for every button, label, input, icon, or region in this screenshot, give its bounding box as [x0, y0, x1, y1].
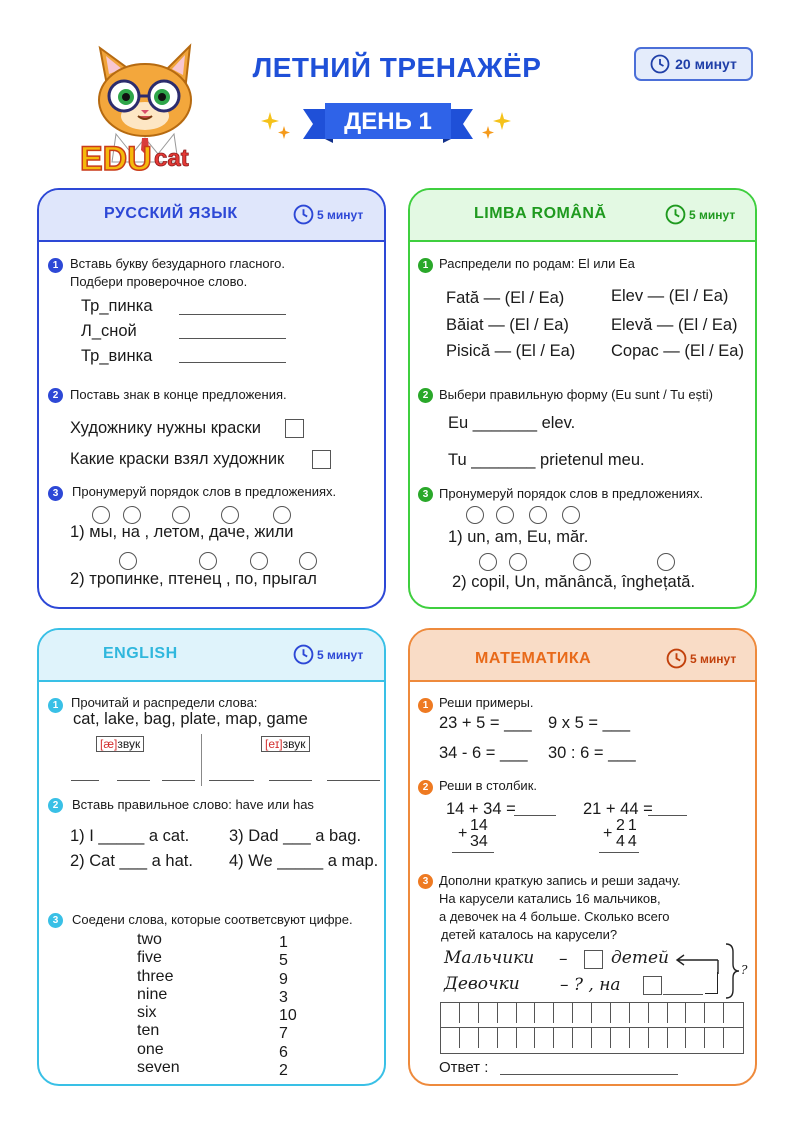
sparkle-icon	[260, 110, 292, 140]
answer-line[interactable]	[179, 362, 286, 363]
sentence: 1) I _____ a cat.	[70, 827, 190, 845]
match-word[interactable]: seven	[137, 1059, 180, 1077]
grid-row	[441, 1028, 743, 1053]
match-number[interactable]: 5	[279, 952, 288, 970]
english-panel	[37, 628, 386, 1086]
word: Elev — (El / Ea)	[611, 287, 729, 305]
order-circle[interactable]	[509, 553, 527, 571]
number-column	[279, 934, 297, 1080]
equation: 23 + 5 = ___	[439, 714, 532, 732]
english-time	[293, 644, 363, 665]
math-time-label: 5 минут	[690, 651, 737, 666]
sentence: 2) Cat ___ a hat.	[70, 852, 193, 870]
task-text: Поставь знак в конце предложения.	[70, 387, 287, 402]
problem-text: детей каталось на карусели?	[441, 927, 618, 942]
column-divider	[201, 734, 202, 786]
match-number[interactable]: 10	[279, 1007, 297, 1025]
task-number: 2	[48, 388, 63, 403]
day-label: ДЕНЬ 1	[344, 108, 432, 135]
bracket-line	[705, 972, 718, 994]
sentence: 1) мы, на , летом, даче, жили	[70, 523, 294, 541]
word: Copac — (El / Ea)	[611, 342, 744, 360]
task-text: Подбери проверочное слово.	[70, 274, 248, 289]
sparkle-icon	[480, 110, 512, 140]
russian-time-label: 5 минут	[317, 207, 364, 222]
sentence: 3) Dad ___ a bag.	[229, 827, 362, 845]
word: Тр_винка	[81, 347, 153, 365]
match-number[interactable]: 7	[279, 1025, 288, 1043]
order-circle[interactable]	[119, 552, 137, 570]
match-word[interactable]: ten	[137, 1022, 160, 1040]
sentence: Какие краски взял художник	[70, 450, 285, 468]
answer-line[interactable]	[648, 815, 687, 816]
equation: 30 : 6 = ___	[548, 744, 636, 762]
order-circle[interactable]	[250, 552, 268, 570]
math-panel	[408, 628, 757, 1086]
order-circle[interactable]	[92, 506, 110, 524]
word: Pisică — (El / Ea)	[446, 342, 576, 360]
total-time-badge	[634, 47, 753, 81]
addend: 14	[470, 817, 488, 834]
order-circle[interactable]	[562, 506, 580, 524]
answer-line[interactable]	[514, 815, 556, 816]
match-word[interactable]: one	[137, 1040, 164, 1058]
task-text: Соедени слова, которые соответсвуют цифре.	[72, 912, 353, 927]
task-number: 3	[48, 913, 63, 928]
task-number: 3	[418, 874, 433, 889]
sentence: Художнику нужны краски	[70, 419, 261, 437]
logo	[78, 42, 213, 176]
answer-box[interactable]	[285, 419, 304, 438]
task-text: Пронумеруй порядок слов в предложениях.	[72, 484, 337, 499]
match-word[interactable]: two	[137, 931, 162, 948]
order-circle[interactable]	[479, 553, 497, 571]
sound-symbol: [eɪ]	[265, 737, 283, 751]
match-number[interactable]: 9	[279, 970, 288, 988]
clock-icon	[650, 54, 670, 74]
sound-label: звук	[282, 737, 306, 751]
equation: 9 x 5 = ___	[548, 714, 631, 732]
answer-grid[interactable]	[440, 1002, 744, 1054]
answer-line[interactable]	[269, 780, 312, 781]
svg-text:EDU: EDU	[80, 140, 152, 176]
match-number[interactable]: 1	[279, 934, 288, 951]
sentence: 2) тропинке, птенец , по, прыгал	[70, 570, 317, 588]
svg-text:cat: cat	[154, 145, 189, 172]
match-word[interactable]: nine	[137, 985, 168, 1003]
sound-box	[96, 736, 144, 752]
addend: 21	[616, 817, 640, 834]
romanian-time-label: 5 минут	[689, 207, 736, 222]
sentence: Eu _______ elev.	[448, 414, 576, 432]
order-circle[interactable]	[123, 506, 141, 524]
sentence: 1) un, am, Eu, măr.	[448, 528, 589, 546]
curly-brace	[724, 942, 740, 1004]
question-mark: ?	[741, 963, 748, 977]
short-note-girls: Девочки	[444, 974, 520, 994]
short-note-boys: Мальчики	[444, 948, 535, 968]
answer-line[interactable]	[500, 1074, 678, 1075]
romanian-time	[665, 204, 735, 225]
russian-title: РУССКИЙ ЯЗЫК	[104, 205, 238, 222]
task-number: 3	[48, 486, 63, 501]
task-text: Прочитай и распредели слова:	[71, 695, 258, 710]
equation: 34 - 6 = ___	[439, 744, 528, 762]
word: Л_сной	[81, 322, 137, 340]
task-number: 1	[418, 258, 433, 273]
clock-icon	[293, 644, 314, 665]
addend: 44	[616, 833, 640, 850]
task-number: 2	[418, 780, 433, 795]
task-text: Пронумеруй порядок слов в предложениях.	[439, 486, 704, 501]
page-title: ЛЕТНИЙ ТРЕНАЖЁР	[252, 52, 542, 83]
order-circle[interactable]	[299, 552, 317, 570]
word: Fată — (El / Ea)	[446, 289, 565, 307]
answer-line[interactable]	[209, 780, 254, 781]
english-title: ENGLISH	[103, 645, 178, 662]
word-list: cat, lake, bag, plate, map, game	[73, 710, 308, 728]
sentence: Tu _______ prietenul meu.	[448, 451, 645, 469]
task-number: 1	[48, 258, 63, 273]
task-text: Реши в столбик.	[439, 778, 537, 793]
task-number: 2	[48, 798, 63, 813]
sentence: 4) We _____ a map.	[229, 852, 379, 870]
plus-sign: +	[603, 825, 613, 842]
russian-time	[293, 204, 363, 225]
match-number[interactable]: 2	[279, 1062, 288, 1080]
task-text: Выбери правильную форму (Eu sunt / Tu ești)	[439, 387, 713, 402]
match-number[interactable]: 3	[279, 988, 288, 1006]
sentence: 2) copil, Un, mănâncă, înghețată.	[452, 573, 696, 591]
day-ribbon	[303, 101, 473, 143]
equation: 21 + 44 =	[583, 800, 653, 818]
sound-label: звук	[117, 737, 141, 751]
english-time-label: 5 минут	[317, 647, 364, 662]
answer-line[interactable]	[117, 780, 150, 781]
problem-text: Дополни краткую запись и реши задачу.	[439, 873, 681, 888]
order-circle[interactable]	[273, 506, 291, 524]
answer-line[interactable]	[663, 994, 703, 995]
grid-row	[441, 1003, 743, 1028]
task-text: Вставь букву безударного гласного.	[70, 256, 285, 271]
match-word[interactable]: six	[137, 1004, 157, 1022]
sound-box	[261, 736, 310, 752]
clock-icon	[293, 204, 314, 225]
order-circle[interactable]	[496, 506, 514, 524]
answer-line[interactable]	[179, 314, 286, 315]
math-title: МАТЕМАТИКА	[475, 650, 592, 667]
order-circle[interactable]	[573, 553, 591, 571]
total-time-label: 20 минут	[675, 56, 737, 72]
task-text: Реши примеры.	[439, 695, 534, 710]
answer-box[interactable]	[643, 976, 662, 995]
task-number: 1	[418, 698, 433, 713]
match-number[interactable]: 6	[279, 1043, 288, 1061]
order-circle[interactable]	[657, 553, 675, 571]
match-word[interactable]: five	[137, 949, 162, 967]
plus-sign: +	[458, 825, 468, 842]
task-number: 2	[418, 388, 433, 403]
match-word[interactable]: three	[137, 967, 174, 985]
short-note-children: детей	[611, 948, 669, 968]
romanian-title: LIMBA ROMÂNĂ	[474, 205, 607, 222]
word-column	[137, 931, 180, 1077]
problem-text: На карусели катались 16 мальчиков,	[439, 891, 661, 906]
problem-text: а девочек на 4 больше. Сколько всего	[439, 909, 670, 924]
equation: 14 + 34 =	[446, 800, 516, 818]
romanian-panel	[408, 188, 757, 609]
task-number: 1	[48, 698, 63, 713]
answer-line[interactable]	[162, 780, 195, 781]
sound-symbol: [æ]	[100, 737, 118, 751]
order-circle[interactable]	[221, 506, 239, 524]
math-time	[666, 648, 736, 669]
addend: 34	[470, 833, 488, 850]
short-note-dash: –	[559, 949, 568, 969]
russian-panel	[37, 188, 386, 609]
answer-line[interactable]	[179, 338, 286, 339]
word: Băiat — (El / Ea)	[446, 316, 569, 334]
clock-icon	[665, 204, 686, 225]
order-circle[interactable]	[172, 506, 190, 524]
order-circle[interactable]	[529, 506, 547, 524]
order-circle[interactable]	[466, 506, 484, 524]
answer-line[interactable]	[71, 780, 99, 781]
task-text: Вставь правильное слово: have или has	[72, 797, 314, 812]
answer-line[interactable]	[327, 780, 380, 781]
answer-label: Ответ :	[439, 1059, 489, 1076]
order-circle[interactable]	[199, 552, 217, 570]
answer-box[interactable]	[584, 950, 603, 969]
word: Тр_пинка	[81, 297, 153, 315]
task-number: 3	[418, 487, 433, 502]
short-note-dash: – ? , на	[560, 975, 621, 995]
word: Elevă — (El / Ea)	[611, 316, 738, 334]
clock-icon	[666, 648, 687, 669]
task-text: Распредели по родам: El или Ea	[439, 256, 635, 271]
answer-box[interactable]	[312, 450, 331, 469]
